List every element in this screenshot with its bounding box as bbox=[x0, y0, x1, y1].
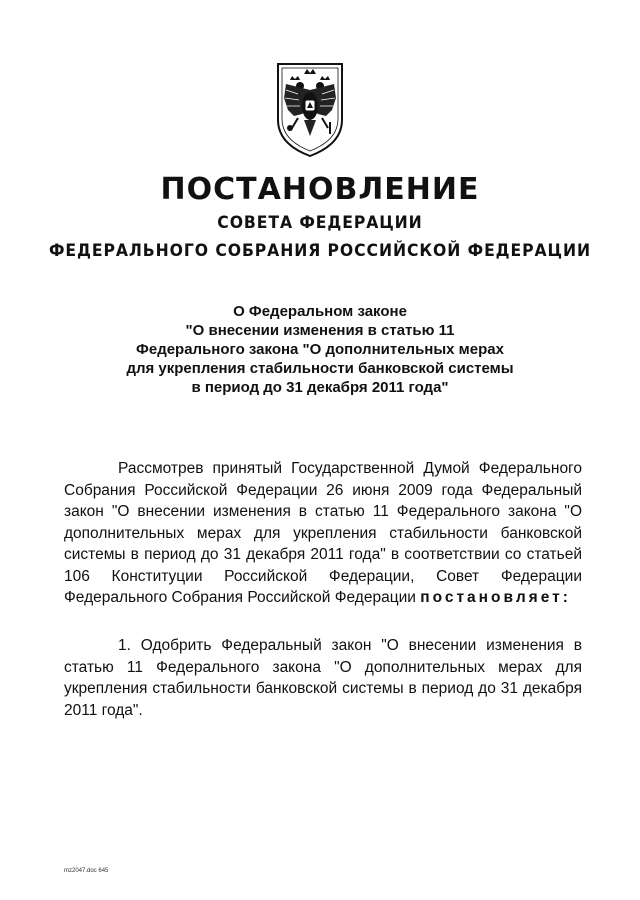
subject-line: в период до 31 декабря 2011 года" bbox=[191, 379, 449, 396]
subject-line: для укрепления стабильности банковской системы bbox=[126, 360, 514, 377]
document-title: ПОСТАНОВЛЕНИЕ bbox=[160, 172, 480, 207]
russian-coat-of-arms-icon bbox=[274, 58, 346, 160]
subject-line: Федерального закона "О дополнительных мерах bbox=[136, 341, 504, 358]
preamble-paragraph bbox=[64, 458, 582, 609]
document-subject bbox=[60, 302, 580, 397]
issuer-line-2: ФЕДЕРАЛЬНОГО СОБРАНИЯ РОССИЙСКОЙ ФЕДЕРАЦИИ bbox=[49, 241, 591, 261]
file-reference: mz2047.doc 645 bbox=[64, 868, 109, 874]
preamble-text: Рассмотрев принятый Государственной Думой Федерального Собрания Российской Федерации 26 июня 2009 года Федеральный закон "О внесении изменения в статью 11 Федерального закона "О дополнительных мерах для укрепления стабильности банковской системы в период до 31 декабря 2011 года" в соответствии со статьей 106 Конституции Российской Федерации, Совет Федерации Федерального Собрания Российской Федерации bbox=[64, 460, 582, 606]
subject-line: "О внесении изменения в статью 11 bbox=[185, 322, 455, 339]
subject-line: О Федеральном законе bbox=[233, 303, 407, 320]
decree-item-text: 1. Одобрить Федеральный закон "О внесении изменения в статью 11 Федерального закона "О дополнительных мерах для укрепления стабильности банковской системы в период до 31 декабря 2011 года". bbox=[64, 637, 582, 719]
decree-item-1 bbox=[64, 635, 582, 721]
issuer-line-1: СОВЕТА ФЕДЕРАЦИИ bbox=[217, 213, 423, 233]
decree-word: постановляет: bbox=[420, 589, 571, 606]
